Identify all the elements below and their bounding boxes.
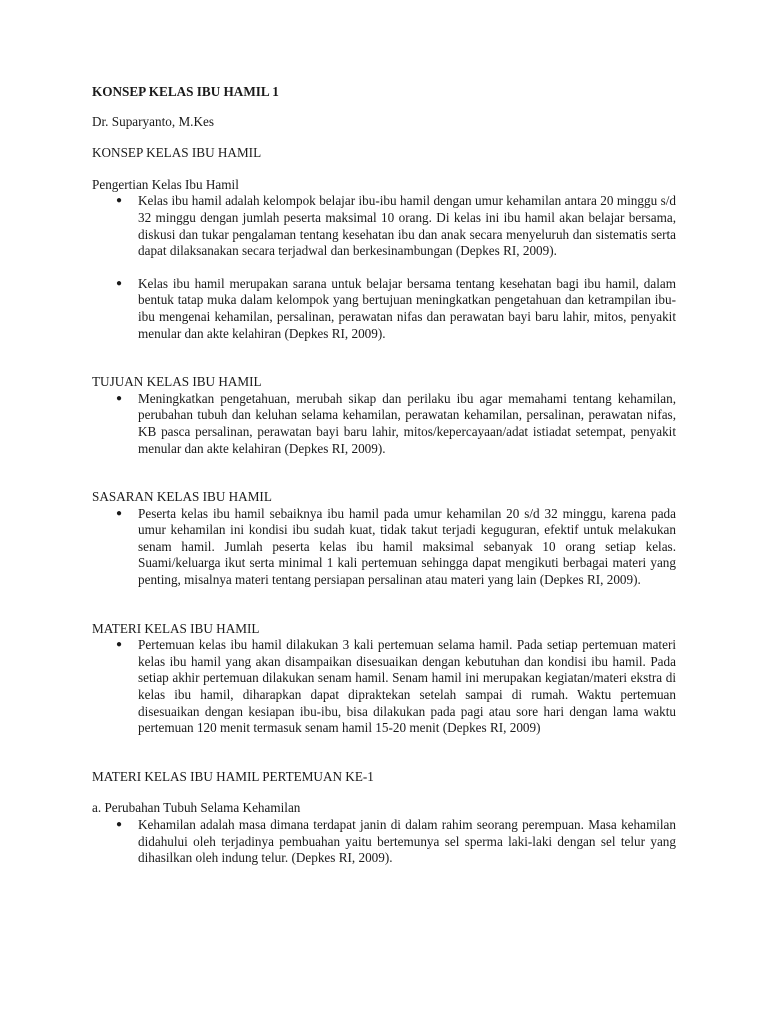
subheading-perubahan-tubuh: a. Perubahan Tubuh Selama Kehamilan xyxy=(92,800,301,816)
main-heading: KONSEP KELAS IBU HAMIL xyxy=(92,145,262,161)
document-page xyxy=(92,84,676,867)
document-title: KONSEP KELAS IBU HAMIL 1 xyxy=(92,84,279,99)
spacer xyxy=(92,342,676,374)
section-heading-materi-pertemuan-1: MATERI KELAS IBU HAMIL PERTEMUAN KE-1 xyxy=(92,768,374,784)
bullet-icon: ● xyxy=(116,507,123,519)
spacer xyxy=(92,737,676,769)
list-item xyxy=(92,637,676,737)
bullet-icon: ● xyxy=(116,639,123,651)
list-item xyxy=(92,391,676,457)
author-line: Dr. Suparyanto, M.Kes xyxy=(92,113,214,129)
bullet-icon: ● xyxy=(116,277,123,289)
bullet-icon: ● xyxy=(116,392,123,404)
bullet-list-sasaran xyxy=(92,506,676,589)
bullet-icon: ● xyxy=(116,819,123,830)
list-spacer xyxy=(92,260,676,276)
section-heading-pengertian: Pengertian Kelas Ibu Hamil xyxy=(92,176,239,192)
bullet-icon: ● xyxy=(116,195,123,207)
list-item xyxy=(92,506,676,589)
list-item-text: Pertemuan kelas ibu hamil dilakukan 3 kali pertemuan selama hamil. Pada setiap pertemuan materi kelas ibu hamil yang akan disampaikan disesuaikan dengan kebutuhan dan kondisi ibu hamil. Pada setiap akhir pertemuan dilakukan senam hamil. Senam hamil ini merupakan kegiatan/materi ekstra di kelas ibu hamil, diharapkan dapat dipraktekan setelah sampai di rumah. Waktu pertemuan disesuaikan dengan kesiapan ibu-ibu, bisa dilakukan pada pagi atau sore hari dengan lama waktu pertemuan 120 menit termasuk senam hamil 15-20 menit (Depkes RI, 2009) xyxy=(138,637,676,736)
list-item-text: Kehamilan adalah masa dimana terdapat janin di dalam rahim seorang perempuan. Masa kehamilan didahului oleh terjadinya pembuahan yaitu bertemunya sel sperma laki-laki dengan sel telur yang dihasilkan oleh indung telur. (Depkes RI, 2009). xyxy=(138,817,676,866)
spacer xyxy=(92,457,676,489)
spacer xyxy=(92,589,676,621)
bullet-list-tujuan xyxy=(92,391,676,457)
list-item-text: Kelas ibu hamil adalah kelompok belajar ibu-ibu hamil dengan umur kehamilan antara 20 minggu s/d 32 minggu dengan jumlah peserta maksimal 10 orang. Di kelas ini ibu hamil akan belajar bersama, diskusi dan tukar pengalaman tentang kesehatan ibu dan anak secara menyeluruh dan sistematis serta dapat dilaksanakan secara terjadwal dan berkesinambungan (Depkes RI, 2009). xyxy=(138,193,676,259)
bullet-list-materi-pertemuan-1 xyxy=(92,817,676,867)
list-item-text: Peserta kelas ibu hamil sebaiknya ibu hamil pada umur kehamilan 20 s/d 32 minggu, karena pada umur kehamilan ini kondisi ibu sudah kuat, tidak takut terjadi keguguran, efektif untuk melakukan senam hamil. Jumlah peserta kelas ibu hamil maksimal sebanyak 10 orang setiap kelas. Suami/keluarga ikut serta minimal 1 kali pertemuan sehingga dapat mengikuti berbagai materi yang penting, misalnya materi tentang persiapan persalinan atau materi yang lain (Depkes RI, 2009). xyxy=(138,505,676,588)
section-heading-tujuan: TUJUAN KELAS IBU HAMIL xyxy=(92,374,262,390)
bullet-list-materi xyxy=(92,637,676,737)
bullet-list-pengertian xyxy=(92,193,676,342)
section-heading-materi: MATERI KELAS IBU HAMIL xyxy=(92,620,260,636)
list-item xyxy=(92,817,676,867)
list-item xyxy=(92,276,676,342)
list-item xyxy=(92,193,676,259)
list-item-text: Meningkatkan pengetahuan, merubah sikap dan perilaku ibu agar memahami tentang kehamilan, perubahan tubuh dan keluhan selama kehamilan, perawatan kehamilan, persalinan, perawatan nifas, KB pasca persalinan, perawatan bayi baru lahir, mitos/kepercayaan/adat istiadat setempat, penyakit menular dan akte kelahiran (Depkes RI, 2009). xyxy=(138,390,676,456)
list-item-text: Kelas ibu hamil merupakan sarana untuk belajar bersama tentang kesehatan bagi ibu hamil, dalam bentuk tatap muka dalam kelompok yang bertujuan meningkatkan pengetahuan dan ketrampilan ibu-ibu mengenai kehamilan, persalinan, perawatan nifas dan perawatan bayi baru lahir, mitos, penyakit menular dan akte kelahiran (Depkes RI, 2009). xyxy=(138,275,676,341)
section-heading-sasaran: SASARAN KELAS IBU HAMIL xyxy=(92,489,272,505)
